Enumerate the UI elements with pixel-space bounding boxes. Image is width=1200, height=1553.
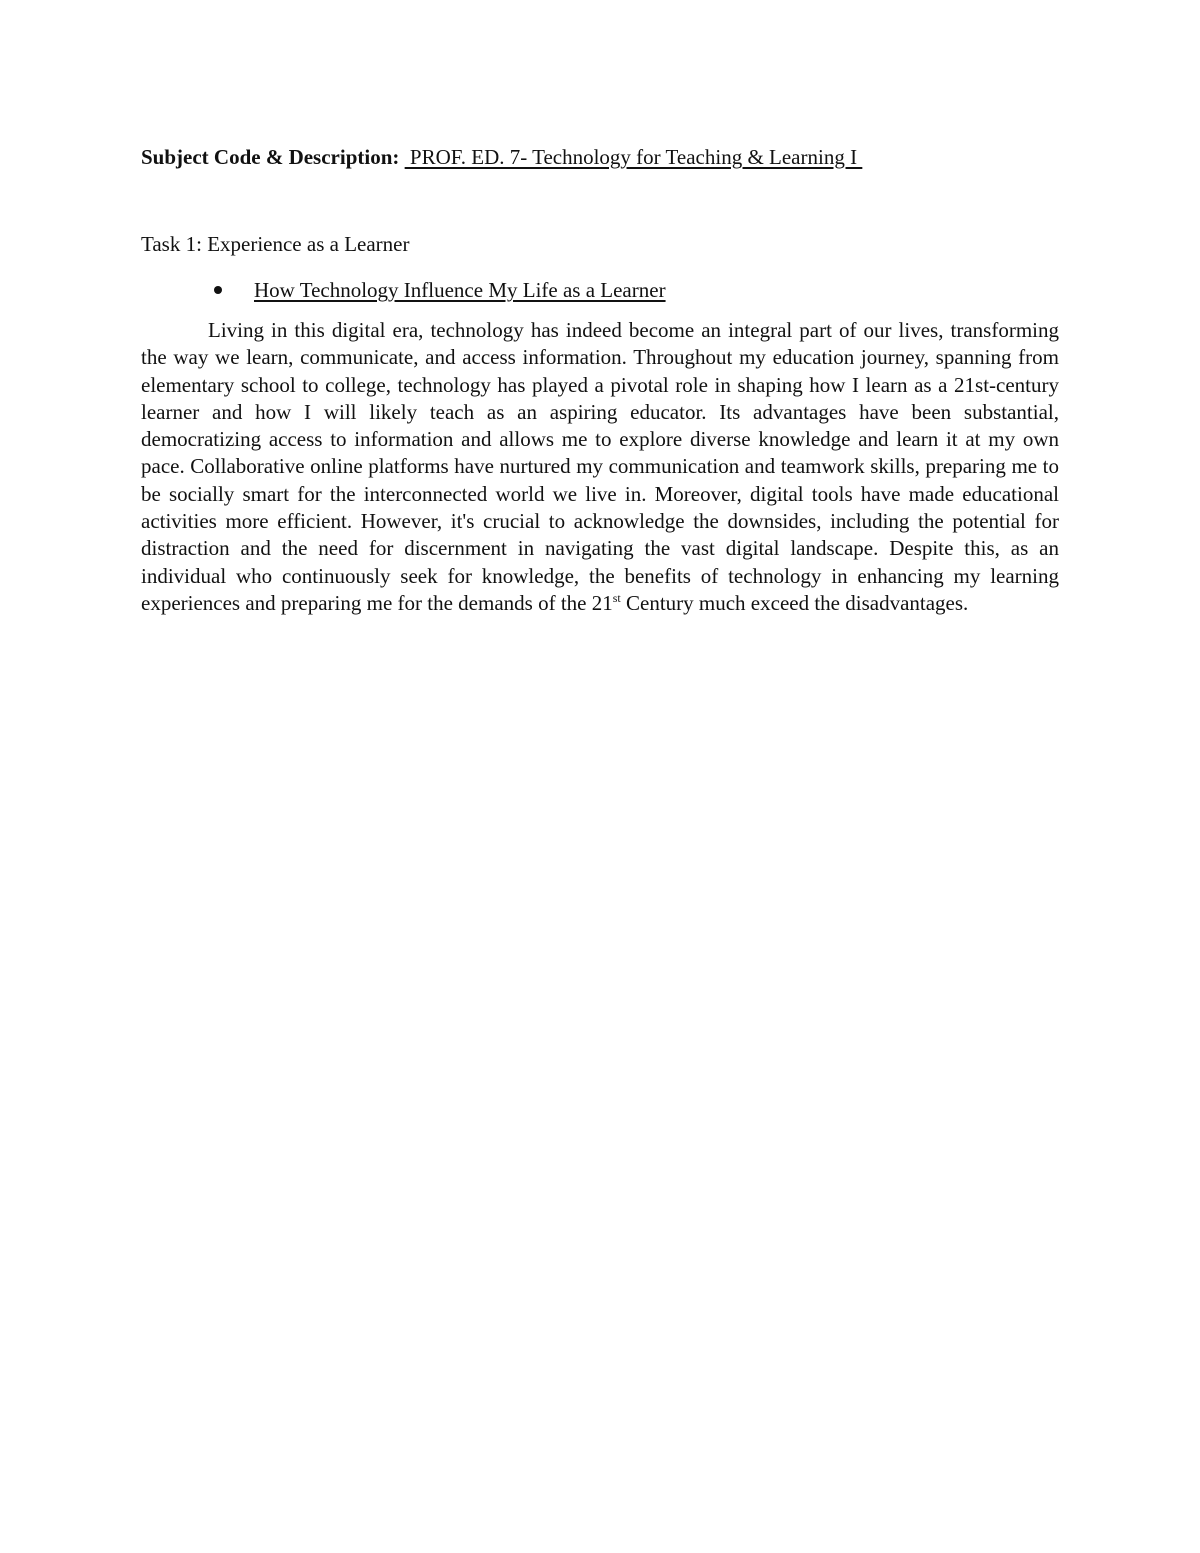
body-paragraph-start: Living in this digital era, technology has indeed become an integral part of our lives, transforming the way we learn, communicate, and access information. Throughout my education journey, spanning from elementary school to college, technology has played a pivotal role in shaping how I learn as a 21st-century learner and how I will likely teach as an aspiring educator. Its advantages have been substantial, democratizing access to information and allows me to explore diverse knowledge and learn it at my own pace. Collaborative online platforms have nurtured my communication and teamwork skills, preparing me to be socially smart for the interconnected world we live in. Moreover, digital tools have made educational activities more efficient. However, it's crucial to acknowledge the downsides, including the potential for distraction and the need for discernment in navigating the vast digital landscape. Despite this, as an individual who continuously seek for knowledge, the benefits of technology in enhancing my learning experiences and preparing me for the demands of the 21 bbox=[141, 318, 1059, 615]
bullet-item bbox=[214, 276, 666, 304]
task-title: Task 1: Experience as a Learner bbox=[141, 232, 410, 256]
body-paragraph bbox=[141, 317, 1059, 617]
body-paragraph-end: Century much exceed the disadvantages. bbox=[620, 590, 969, 615]
bullet-text: How Technology Influence My Life as a Learner bbox=[254, 278, 666, 302]
subject-line bbox=[141, 143, 862, 171]
subject-value: PROF. ED. 7- Technology for Teaching & Learning I bbox=[404, 145, 863, 169]
bullet-dot-icon bbox=[214, 286, 222, 294]
subject-label: Subject Code & Description: bbox=[141, 145, 400, 169]
superscript-st: st bbox=[612, 590, 621, 605]
